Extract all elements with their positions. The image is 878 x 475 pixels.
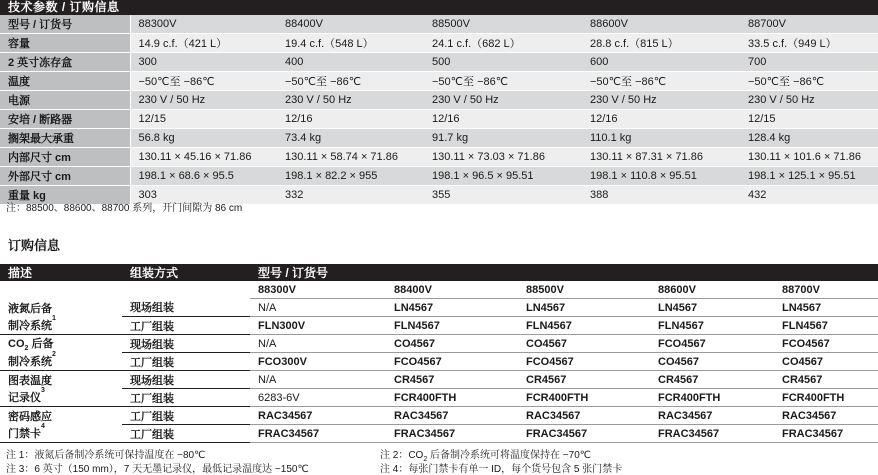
spec-table-section [0,0,878,205]
order-value-cell: FCR400FTH [774,389,878,407]
order-value-cell: CO4567 [774,353,878,371]
spec-cell: 300 [130,53,277,72]
order-section-title: 订购信息 [8,238,61,253]
spec-row-label: 电源 [0,91,130,110]
spec-row [0,15,878,34]
order-value-cell: FLN4567 [386,317,518,335]
order-desc-cell: 制冷系统$^1$ [0,317,122,335]
spec-row-label: 重量 kg [0,186,130,205]
order-assembly-cell: 工厂组装 [122,389,250,407]
spec-cell: 88400V [277,15,424,34]
order-row [0,425,878,443]
order-row [0,407,878,425]
order-assembly-cell: 工厂组装 [122,317,250,335]
spec-cell: 12/15 [130,110,277,129]
header-desc: 描述 [0,264,122,281]
order-value-cell: 6283-6V [250,389,386,407]
spec-row-label: 温度 [0,72,130,91]
spec-row-label: 安培 / 断路器 [0,110,130,129]
order-value-cell: N/A [250,335,386,353]
order-desc-cell: 记录仪$^3$ [0,389,122,407]
spec-cell: 12/16 [277,110,424,129]
spec-table-title: 技术参数 / 订购信息 [0,0,878,15]
spec-cell: 130.11 × 58.74 × 71.86 [277,148,424,167]
order-value-cell: LN4567 [386,299,518,317]
spec-row-label: 搁架最大承重 [0,129,130,148]
spec-cell: 230 V / 50 Hz [424,91,582,110]
order-desc-cell: 制冷系统$^2$ [0,353,122,371]
spec-cell: 12/15 [740,110,878,129]
spec-cell: −50℃至 −86℃ [130,72,277,91]
footnote-2: 注 2：$CO_2$ 后备制冷系统可将温度保持在 −70℃ [380,450,591,463]
spec-cell: 14.9 c.f.（421 L） [130,34,277,53]
order-value-cell: FLN4567 [518,317,650,335]
spec-cell: 88500V [424,15,582,34]
spec-cell: 230 V / 50 Hz [582,91,740,110]
order-row [0,389,878,407]
spec-cell: 700 [740,53,878,72]
spec-cell: 12/16 [582,110,740,129]
order-value-cell: N/A [250,299,386,317]
order-value-cell: FLN4567 [650,317,774,335]
order-row [0,335,878,353]
spec-row-label: 2 英寸冻存盒 [0,53,130,72]
spec-cell: 130.11 × 101.6 × 71.86 [740,148,878,167]
order-value-cell: RAC34567 [386,407,518,425]
spec-cell: 88600V [582,15,740,34]
spec-cell: 130.11 × 87.31 × 71.86 [582,148,740,167]
spec-cell: 198.1 × 96.5 × 95.51 [424,167,582,186]
spec-row-label: 外部尺寸 cm [0,167,130,186]
order-value-cell: FCO4567 [386,353,518,371]
model-header-cell: 88300V [250,281,386,299]
spec-cell: 12/16 [424,110,582,129]
order-value-cell: FCO300V [250,353,386,371]
order-value-cell: CR4567 [650,371,774,389]
order-value-cell: FRAC34567 [386,425,518,443]
header-model: 型号 / 订货号 [250,264,878,281]
spec-cell: 24.1 c.f.（682 L） [424,34,582,53]
spec-row [0,34,878,53]
spec-row [0,167,878,186]
spec-row [0,53,878,72]
model-header-cell: 88600V [650,281,774,299]
model-header-cell: 88500V [518,281,650,299]
model-header-cell: 88400V [386,281,518,299]
order-value-cell: FCO4567 [650,335,774,353]
order-value-cell: LN4567 [650,299,774,317]
model-row [0,281,878,299]
order-value-cell: FLN300V [250,317,386,335]
footnote-1: 注 1：液氮后备制冷系统可保持温度在 −80℃ [6,450,206,461]
order-value-cell: FCO4567 [774,335,878,353]
spec-row [0,110,878,129]
order-row [0,371,878,389]
spec-row [0,148,878,167]
order-value-cell: FCR400FTH [386,389,518,407]
order-assembly-cell: 工厂组装 [122,407,250,425]
order-value-cell: CR4567 [518,371,650,389]
spec-cell: 230 V / 50 Hz [277,91,424,110]
order-desc-cell: 图表温度 [0,371,122,389]
spec-cell: 230 V / 50 Hz [130,91,277,110]
order-value-cell: CR4567 [774,371,878,389]
order-assembly-cell: 现场组装 [122,371,250,389]
order-table [0,264,878,443]
order-row [0,299,878,317]
spec-cell: 303 [130,186,277,205]
order-value-cell: FCR400FTH [650,389,774,407]
spec-cell: 230 V / 50 Hz [740,91,878,110]
spec-cell: −50℃至 −86℃ [424,72,582,91]
order-row [0,353,878,371]
spec-table [0,15,878,205]
spec-cell: 88700V [740,15,878,34]
spec-row [0,72,878,91]
spec-cell: 198.1 × 68.6 × 95.5 [130,167,277,186]
order-value-cell: RAC34567 [518,407,650,425]
spec-cell: 500 [424,53,582,72]
order-value-cell: RAC34567 [650,407,774,425]
spec-cell: 88300V [130,15,277,34]
spec-cell: 130.11 × 73.03 × 71.86 [424,148,582,167]
footnote-3: 注 3：6 英寸（150 mm），7 天无墨记录仪，最低记录温度达 −150℃ [6,464,309,475]
order-value-cell: FLN4567 [774,317,878,335]
spec-cell: 110.1 kg [582,129,740,148]
order-row [0,317,878,335]
model-header-cell: 88700V [774,281,878,299]
spec-cell: −50℃至 −86℃ [740,72,878,91]
order-assembly-cell: 工厂组装 [122,353,250,371]
header-assembly: 组装方式 [122,264,250,281]
order-value-cell: CO4567 [386,335,518,353]
spec-cell: 198.1 × 125.1 × 95.51 [740,167,878,186]
spec-cell: 33.5 c.f.（949 L） [740,34,878,53]
order-value-cell: FRAC34567 [518,425,650,443]
order-value-cell: FCO4567 [518,353,650,371]
spec-cell: 355 [424,186,582,205]
order-desc-cell: 门禁卡$^4$ [0,425,122,443]
blank-cell [0,281,122,299]
footnote-4: 注 4：每张门禁卡有单一 ID，每个货号包含 5 张门禁卡 [380,464,623,475]
order-value-cell: LN4567 [774,299,878,317]
order-value-cell: CO4567 [518,335,650,353]
spec-row-label: 容量 [0,34,130,53]
spec-row-label: 内部尺寸 cm [0,148,130,167]
order-value-cell: FCR400FTH [518,389,650,407]
spec-cell: 198.1 × 110.8 × 95.51 [582,167,740,186]
order-desc-cell: 密码感应 [0,407,122,425]
spec-cell: 73.4 kg [277,129,424,148]
order-value-cell: CR4567 [386,371,518,389]
spec-row-label: 型号 / 订货号 [0,15,130,34]
order-value-cell: LN4567 [518,299,650,317]
order-value-cell: FRAC34567 [250,425,386,443]
spec-cell: 128.4 kg [740,129,878,148]
spec-row [0,91,878,110]
spec-cell: 130.11 × 45.16 × 71.86 [130,148,277,167]
order-assembly-cell: 工厂组装 [122,425,250,443]
order-value-cell: RAC34567 [774,407,878,425]
order-table-section [0,264,878,443]
order-assembly-cell: 现场组装 [122,299,250,317]
order-value-cell: FRAC34567 [650,425,774,443]
spec-cell: 388 [582,186,740,205]
spec-cell: 19.4 c.f.（548 L） [277,34,424,53]
spec-cell: 56.8 kg [130,129,277,148]
spec-note: 注：88500、88600、88700 系列，开门间隙为 86 cm [6,203,243,214]
order-value-cell: RAC34567 [250,407,386,425]
spec-cell: 198.1 × 82.2 × 955 [277,167,424,186]
order-value-cell: N/A [250,371,386,389]
spec-row [0,129,878,148]
spec-cell: 600 [582,53,740,72]
spec-cell: −50℃至 −86℃ [277,72,424,91]
spec-cell: 400 [277,53,424,72]
spec-cell: −50℃至 −86℃ [582,72,740,91]
order-desc-cell: $CO_2$ 后备 [0,335,122,353]
order-assembly-cell: 现场组装 [122,335,250,353]
spec-cell: 432 [740,186,878,205]
spec-cell: 28.8 c.f.（815 L） [582,34,740,53]
spec-cell: 332 [277,186,424,205]
order-value-cell: FRAC34567 [774,425,878,443]
blank-cell [122,281,250,299]
order-desc-cell: 液氮后备 [0,299,122,317]
order-value-cell: CO4567 [650,353,774,371]
spec-cell: 91.7 kg [424,129,582,148]
